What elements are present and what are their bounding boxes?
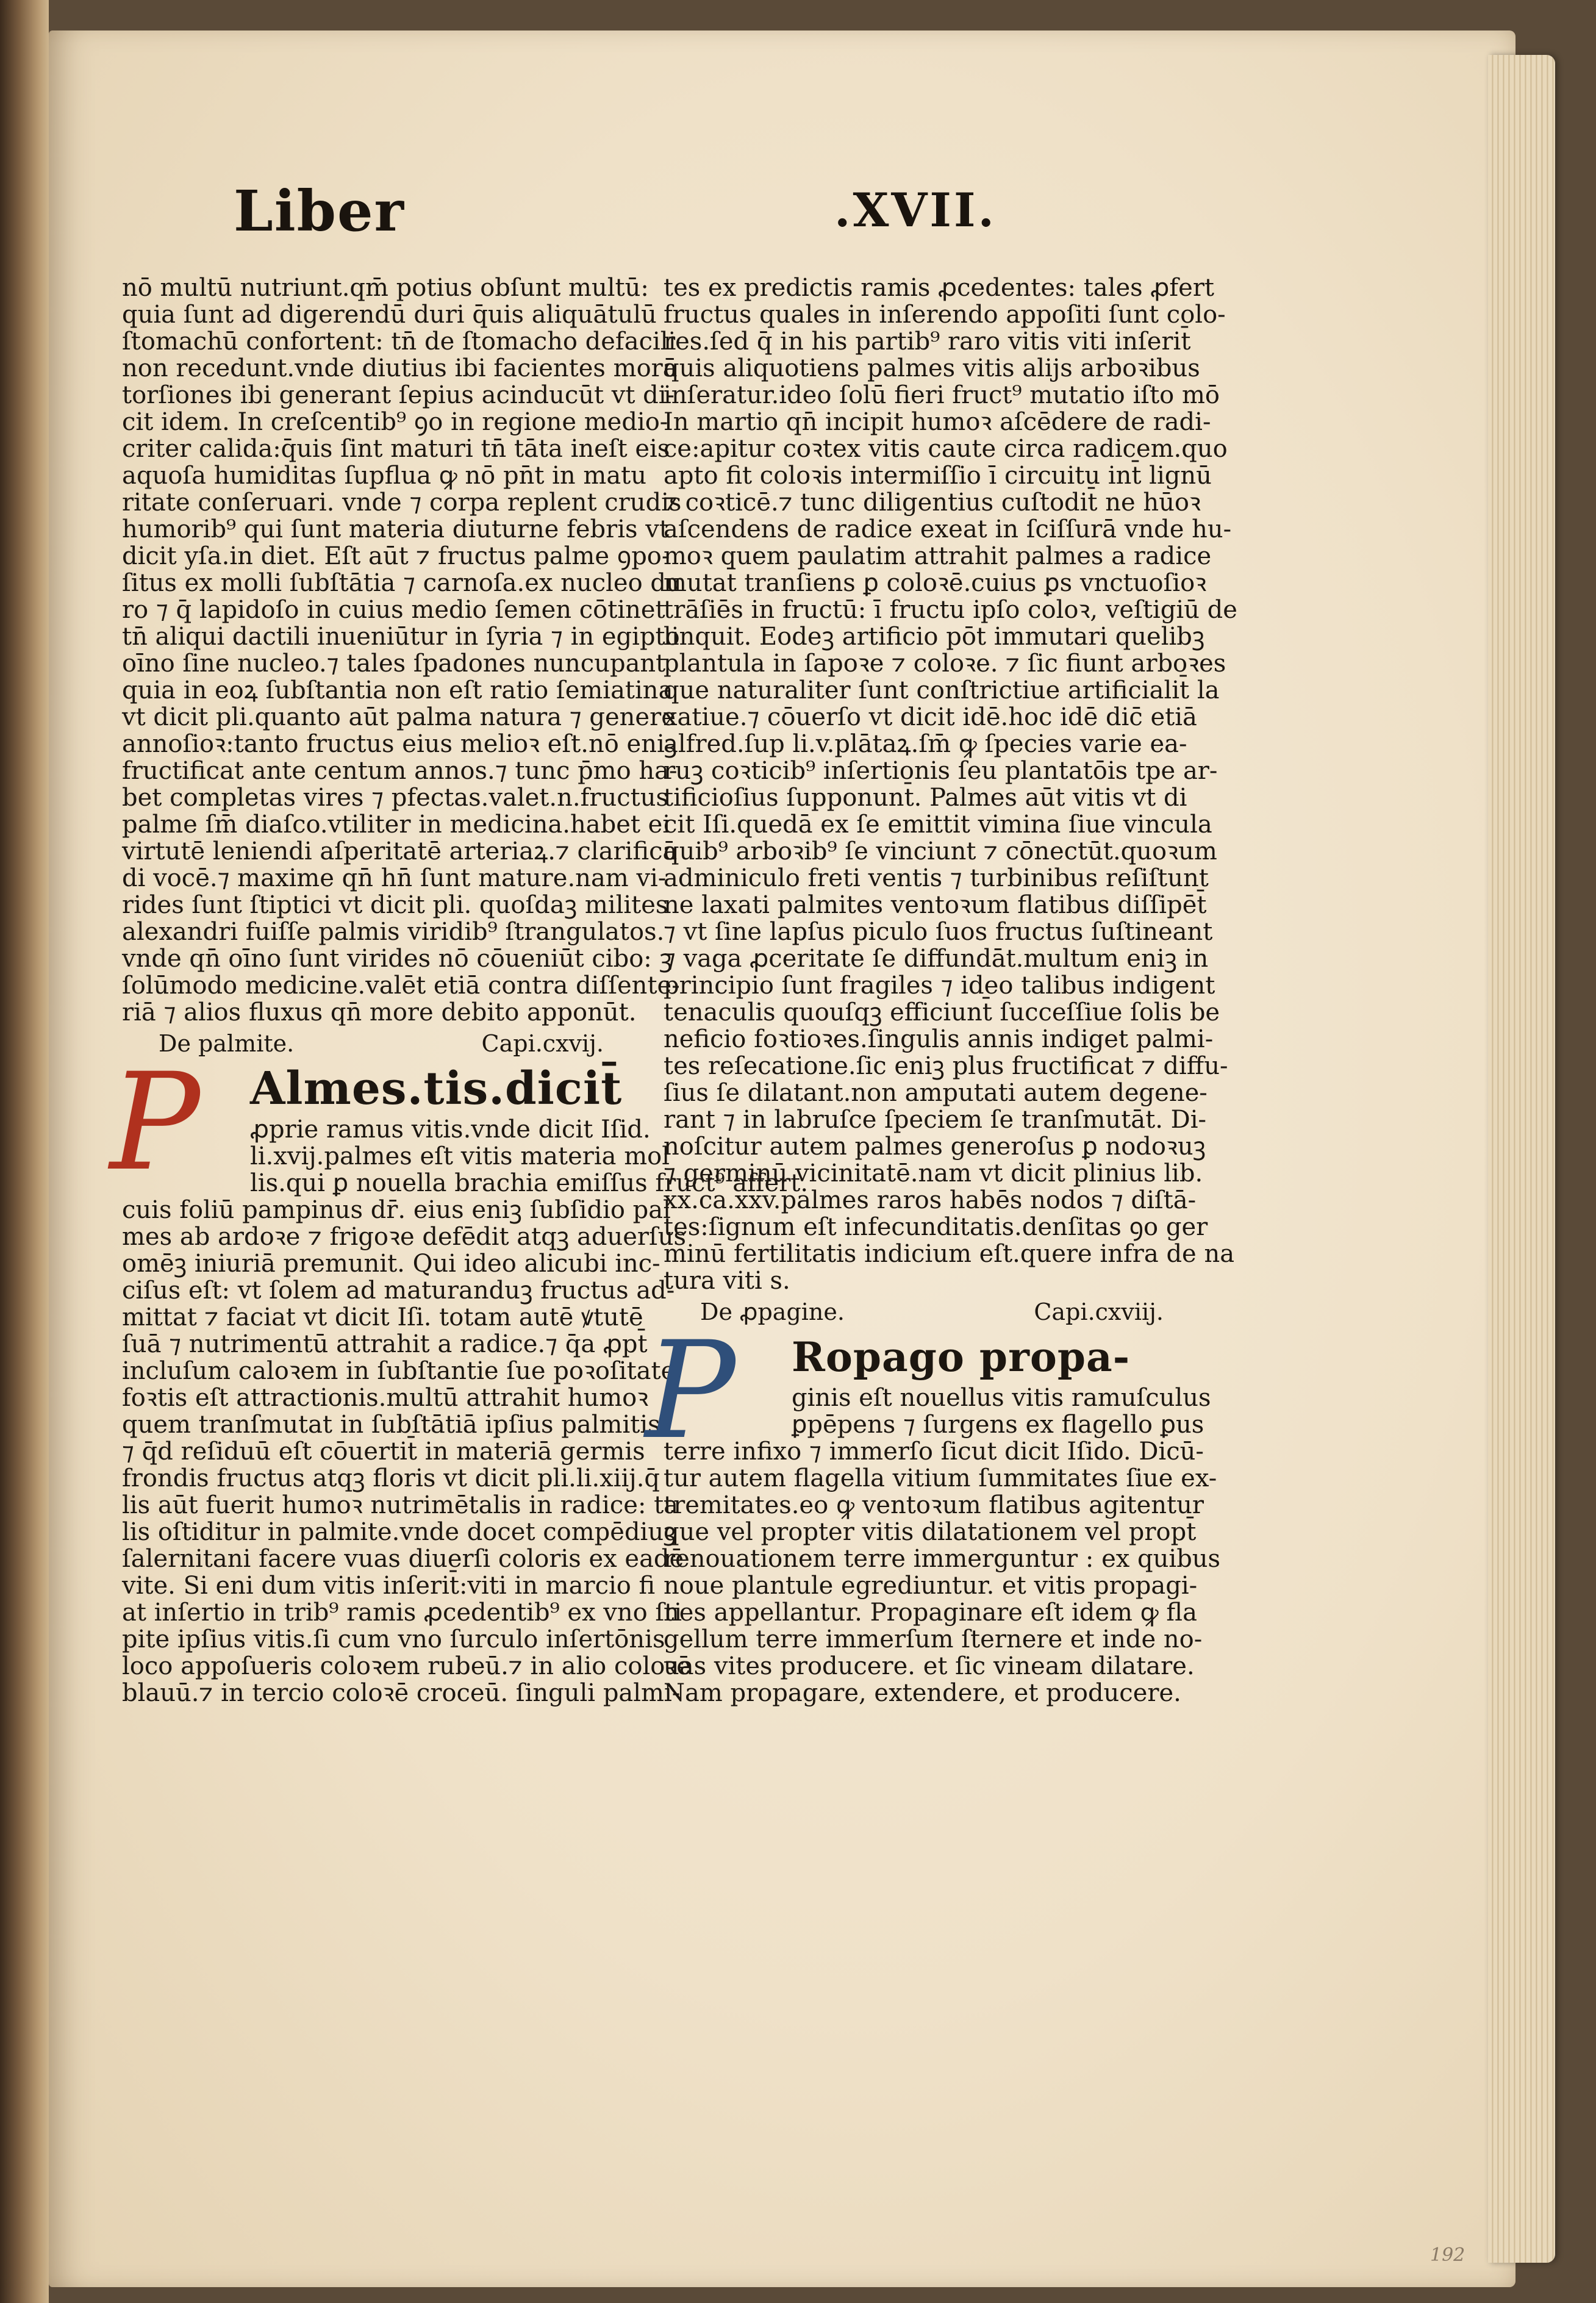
folio-number: 192 <box>1430 2244 1465 2266</box>
text-line: neficio foꝛtioꝛes.ſingulis annis indiget palmi- <box>664 1025 1214 1053</box>
text-line: frondis fructus atqꝫ floris vt dicit pli.li.xiij.q̄ <box>122 1464 660 1492</box>
left-column-top-text <box>122 274 682 1026</box>
text-line: plantula in ſapoꝛe ⁊ coloꝛe. ⁊ ſic fiunt arboꝛes <box>664 650 1226 678</box>
chapter-title: Almes.tis.dicit̄ <box>250 1062 623 1115</box>
text-line: ſtomachū confortent: tn̄ de ſtomacho defacili <box>122 328 676 356</box>
text-line: uas vites producere. et ſic vineam dilatare. <box>664 1652 1195 1680</box>
text-line: cuis foliū pampinus dr̄. eius eniꝫ ſubſidio pal <box>122 1196 671 1224</box>
text-line: fructificat ante centum annos.⁊ tunc p̄mo ha- <box>122 757 678 785</box>
text-line: ciſus eſt: vt ſolem ad maturanduꝫ fructus ad- <box>122 1277 675 1305</box>
text-line: cit Iſi.quedā ex ſe emittit vimina ſiue vincula <box>664 811 1212 839</box>
text-line: annoſioꝛ:tanto fructus eius melioꝛ eſt.nō eniꝫ <box>122 730 678 758</box>
text-line: quem tranſmutat in ſubſtātiā ipſius palmitis <box>122 1411 660 1439</box>
chapter-number: Capi.cxvij. <box>481 1030 604 1057</box>
chapter-subheading-title: De palmite. <box>159 1030 295 1057</box>
text-line: rides ſunt ſtiptici vt dicit pli. quoſdaꝫ milites <box>122 891 668 919</box>
text-line: loco appoſueris coloꝛem rubeū.⁊ in alio coloꝛē <box>122 1652 691 1680</box>
text-line: mes ab ardoꝛe ⁊ frigoꝛe defēdit atqꝫ aduerſus <box>122 1223 687 1251</box>
text-line: inſeratur.ideo ſolū fieri fruct⁹ mutatio iſto mō <box>664 381 1220 409</box>
text-line: linquit. Eodeꝫ artificio pōt immutari quelibꝫ <box>664 623 1205 651</box>
book-binding <box>0 0 49 2303</box>
running-header-left: Liber <box>234 178 405 244</box>
text-line: noſcitur autem palmes generoſus ꝑ nodoꝛuꝫ <box>664 1133 1206 1161</box>
text-line: tificioſius ſupponunt̄. Palmes aūt vitis vt di <box>664 784 1187 812</box>
text-line: que vel propter vitis dilatationem vel propt̄ <box>664 1518 1197 1546</box>
text-line: ro ⁊ q̄ lapidoſo in cuius medio ſemen cōtinet <box>122 596 665 624</box>
text-line: noue plantule egrediuntur. et vitis propagi- <box>664 1572 1198 1600</box>
text-line: vt dicit pli.quanto aūt palma natura ⁊ genere <box>122 703 676 731</box>
text-line: quib⁹ arboꝛib⁹ ſe vinciunt ⁊ cōnectūt.quoꝛum <box>664 837 1217 865</box>
decorated-initial: P <box>110 1044 201 1200</box>
text-line: ⁊ q̄d reſiduū eſt cōuertit̄ in materiā germis <box>122 1438 645 1466</box>
text-line: li.xvij.palmes eſt vitis materia mol <box>250 1142 670 1170</box>
text-line: ritate conſeruari. vnde ⁊ corpa replent crudis <box>122 489 682 517</box>
left-column-bottom-text <box>122 1196 691 1707</box>
text-line: omēꝫ iniuriā premunit. Qui ideo alicubi inc- <box>122 1250 660 1278</box>
text-line: minū fertilitatis indicium eſt.quere infra de na <box>664 1240 1235 1268</box>
text-line: tur autem flagella vitium ſummitates ſiue ex- <box>664 1464 1217 1492</box>
text-line: ꝑpēpens ⁊ ſurgens ex flagello ꝑus <box>792 1411 1204 1439</box>
chapter-subheading <box>664 1294 1200 1330</box>
text-line: res.ſed q̄ in his partib⁹ raro vitis viti inſerit̄ <box>664 328 1191 356</box>
text-line: ſalernitani facere vuas diuerſi coloris ex eadē <box>122 1545 684 1573</box>
text-line: mittat ⁊ faciat vt dicit Iſi. totam autē ꝟtutē <box>122 1303 643 1331</box>
text-line: lis.qui ꝑ nouella brachia emiſſus fruct⁹ affert. <box>250 1169 809 1197</box>
chapter-opening <box>110 1044 809 1200</box>
text-line: rant ⁊ in labruſce ſpeciem ſe tranſmutāt. Di- <box>664 1106 1206 1134</box>
text-line: q̄uis aliquotiens palmes vitis alijs arboꝛibus <box>664 354 1200 382</box>
text-line: ſolūmodo medicine.valēt etiā contra diſſente- <box>122 972 680 1000</box>
text-line: ſius ſe dilatant.non amputati autem degene- <box>664 1079 1208 1107</box>
text-line: ce:apitur coꝛtex vitis caute circa radicem.quo <box>664 435 1228 463</box>
text-line: que naturaliter ſunt conſtrictiue artificialit̄ la <box>664 676 1220 704</box>
text-line: incluſum caloꝛem in ſubſtantie ſue poꝛoſitate <box>122 1357 676 1385</box>
chapter-subheading-title: De ꝓpagine. <box>700 1298 845 1325</box>
text-line: adminiculo freti ventis ⁊ turbinibus reſiſtunt <box>664 864 1209 892</box>
text-line: ꝓprie ramus vitis.vnde dicit Iſid. <box>250 1116 651 1144</box>
text-line: renouationem terre immerguntur : ex quibus <box>664 1545 1221 1573</box>
text-line: vite. Si eni dum vitis inſerit̄:viti in marcio fi <box>122 1572 656 1600</box>
text-line: trāſiēs in fructū: ī fructu ipſo coloꝛ, veſtigiū de <box>664 596 1237 624</box>
text-line: ruꝫ coꝛticib⁹ inſertionis ſeu plantatōis tpe ar- <box>664 757 1218 785</box>
text-line: quia ſunt ad digerendū duri q̄uis aliquātulū <box>122 301 657 329</box>
text-line: aquoſa humiditas ſupflua ꝙ nō pn̄t in matu <box>122 462 647 490</box>
text-line: nes appellantur. Propaginare eſt idem ꝙ fla <box>664 1599 1197 1627</box>
text-line: ne laxati palmites ventoꝛum flatibus diſſipēt̄ <box>664 891 1207 919</box>
text-line: foꝛtis eſt attractionis.multū attrahit humoꝛ <box>122 1384 649 1412</box>
text-line: apto fit coloꝛis intermiſſio ī circuitu int̄ lignū <box>664 462 1212 490</box>
text-line: alexandri fuiſſe palmis viridib⁹ ſtrangulatos. <box>122 918 665 946</box>
text-line: tn̄ aliqui dactili inueniūtur in ſyria ⁊ in egipto <box>122 623 680 651</box>
text-line: terre infixo ⁊ immerſo ſicut dicit Iſido. Dicū- <box>664 1438 1204 1466</box>
right-column-top-text <box>664 274 1237 1295</box>
text-line: oīno ſine nucleo.⁊ tales ſpadones nuncupant <box>122 650 666 678</box>
text-line: non recedunt.vnde diutius ibi facientes morā <box>122 354 678 382</box>
text-line: ſuā ⁊ nutrimentū attrahit a radice.⁊ q̄a ꝓpt̄ <box>122 1330 648 1358</box>
page-edges <box>1488 55 1555 2263</box>
text-line: bet completas vires ⁊ pfectas.valet.n.fructus <box>122 784 669 812</box>
text-line: xatiue.⁊ cōuerſo vt dicit idē.hoc idē dic̄ etiā <box>664 703 1197 731</box>
text-line: principio ſunt fragiles ⁊ ideo talibus indigent <box>664 972 1215 1000</box>
text-line: quia in eoꝝ ſubſtantia non eſt ratio ſemiatina <box>122 676 673 704</box>
text-line: nō multū nutriunt.qm̄ potius obſunt multū: <box>122 274 649 302</box>
text-line: tes reſecatione.ſic eniꝫ plus fructificat ⁊ diffu- <box>664 1052 1228 1080</box>
text-line: tenaculis quouſqꝫ efficiunt̄ ſucceſſiue ſolis be <box>664 998 1220 1026</box>
text-line: blauū.⁊ in tercio coloꝛē croceū. ſinguli palmi- <box>122 1679 681 1707</box>
text-line: In martio qn̄ incipit humoꝛ aſcēdere de radi- <box>664 408 1211 436</box>
text-line: pite ipſius vitis.ſi cum vno ſurculo inſertōnis <box>122 1625 665 1653</box>
text-line: lis aūt fuerit humoꝛ nutrimētalis in radice: ta <box>122 1491 679 1519</box>
text-line: xx.ca.xxv.palmes raros habēs nodos ⁊ diſtā- <box>664 1186 1197 1214</box>
text-line: tura viti s. <box>664 1267 790 1295</box>
text-line: ⁊ vaga ꝓceritate ſe diffundāt.multum eniꝫ in <box>664 945 1209 973</box>
text-line: tes:ſignum eſt infecunditatis.denſitas ꝯo ger <box>664 1213 1208 1241</box>
right-column <box>645 274 1237 1707</box>
text-line: mutat̄ tranſiens ꝑ coloꝛē.cuius ꝑs vnctuoſioꝛ <box>664 569 1207 597</box>
text-line: ⁊ germinū vicinitatē.nam vt dicit plinius lib. <box>664 1159 1203 1187</box>
chapter-number: Capi.cxviij. <box>1034 1298 1164 1325</box>
text-line: tremitates.eo ꝙ ventoꝛum flatibus agitentur <box>664 1491 1204 1519</box>
text-line: aſcendens de radice exeat in ſciſſurā vnde hu- <box>664 515 1232 543</box>
text-line: lis oſtiditur in palmite.vnde docet compēdiuꝫ <box>122 1518 676 1546</box>
text-line: at inſertio in trib⁹ ramis ꝓcedentib⁹ ex vno ſti <box>122 1599 682 1627</box>
text-line: di vocē.⁊ maxime qn̄ hn̄ ſunt mature.nam vi- <box>122 864 667 892</box>
text-line: vnde qn̄ oīno ſunt virides nō cōueniūt cibo: ꝫ <box>122 945 672 973</box>
text-line: ginis eſt nouellus vitis ramuſculus <box>792 1384 1211 1412</box>
text-line: ⁊ coꝛticē.⁊ tunc diligentius cuſtodit̄ ne hūoꝛ <box>664 489 1201 517</box>
right-column-bottom-text <box>664 1438 1221 1707</box>
text-line: ⁊ vt ſine lapſus piculo ſuos fructus ſuſtineant <box>664 918 1213 946</box>
text-line: palme ſm̄ diaſco.vtiliter in medicina.habet ei <box>122 811 671 839</box>
text-line: alfred.ſup li.v.plātaꝝ.ſm̄ ꝙ ſpecies varie ea- <box>664 730 1187 758</box>
text-line: fructus quales in inſerendo appoſiti ſunt colo- <box>664 301 1226 329</box>
decorated-initial: P <box>645 1313 736 1469</box>
text-line: moꝛ quem paulatim attrahit palmes a radice <box>664 542 1212 570</box>
text-line: dicit yſa.in diet. Eſt aūt ⁊ fructus palme ꝯpo- <box>122 542 670 570</box>
text-line: cit idem. In creſcentib⁹ ꝯo in regione medio- <box>122 408 668 436</box>
text-line: humorib⁹ qui ſunt materia diuturne febris vt <box>122 515 669 543</box>
chapter-title: Ropago propa- <box>792 1333 1131 1381</box>
text-line: torſiones ibi generant ſepius acinducūt vt di- <box>122 381 675 409</box>
text-line: Nam propagare, extendere, et producere. <box>664 1679 1181 1707</box>
running-header-right: .XVII. <box>834 183 997 237</box>
text-line: criter calida:q̄uis ſint maturi tn̄ tāta ineſt eis <box>122 435 670 463</box>
text-line: gellum terre immerſum ſternere et inde no- <box>664 1625 1203 1653</box>
text-line: tes ex predictis ramis ꝓcedentes: tales ꝓfert <box>664 274 1215 302</box>
text-line: virtutē leniendi aſperitatē arteriaꝝ.⁊ clarificā <box>122 837 678 865</box>
text-line: riā ⁊ alios fluxus qn̄ more debito apponūt. <box>122 998 637 1026</box>
text-line: ſitus ex molli ſubſtātia ⁊ carnoſa.ex nucleo du <box>122 569 682 597</box>
